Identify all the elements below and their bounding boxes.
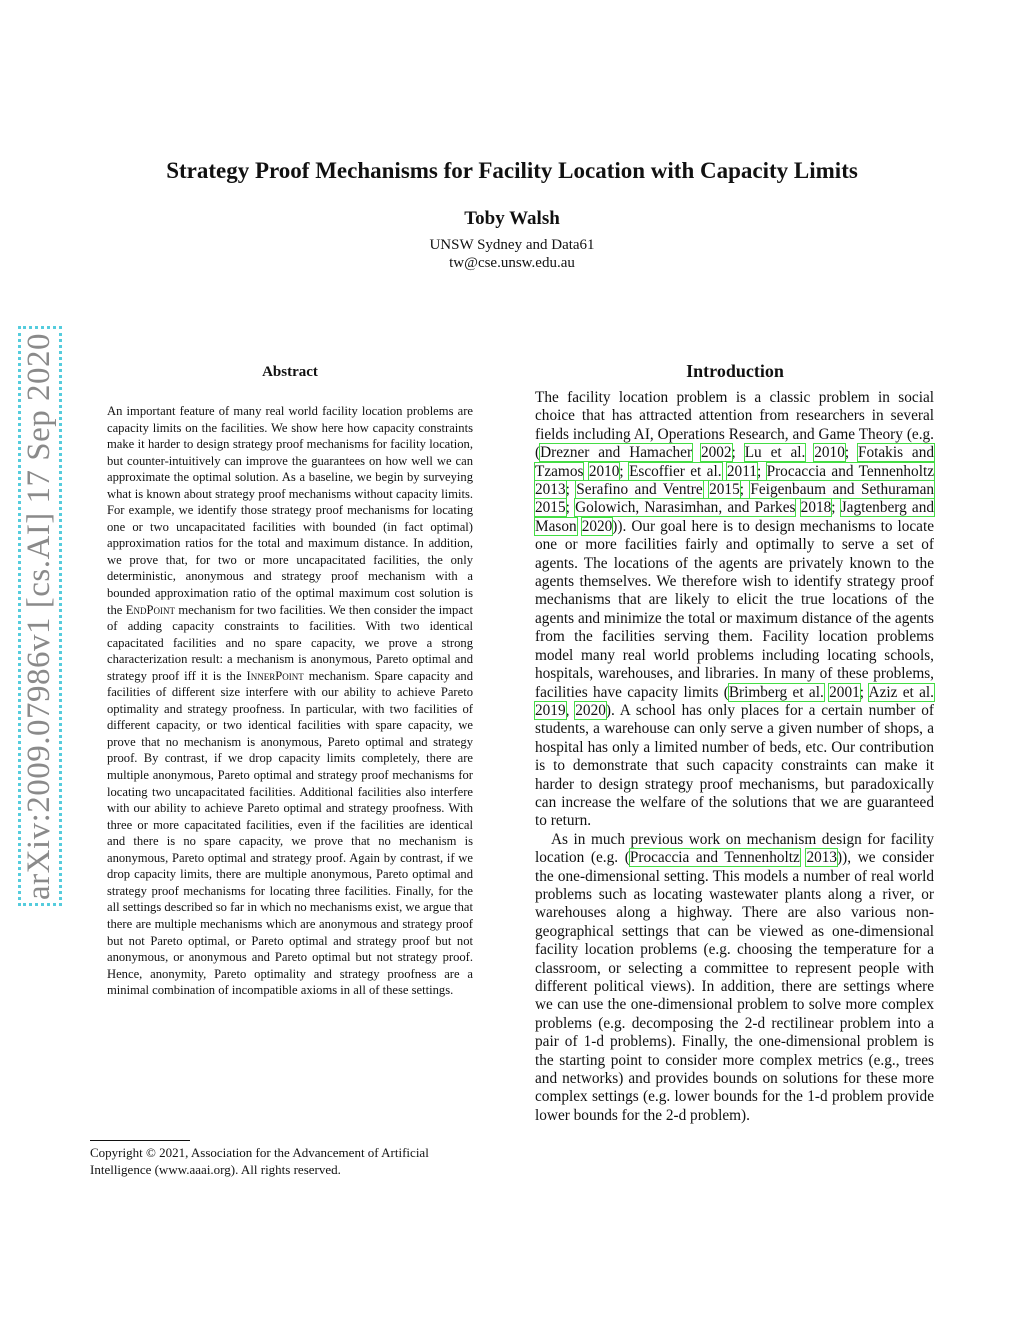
paper-title: Strategy Proof Mechanisms for Facility Location with Capacity Limits — [166, 158, 858, 183]
author-affiliation-block — [0, 236, 1024, 272]
citation-year-link[interactable]: 2013 — [806, 849, 838, 867]
citation-year-link[interactable]: 2020 — [575, 701, 606, 719]
mechanism-name: EndPoint — [125, 602, 175, 617]
citation-year-link[interactable]: 2013 — [535, 481, 566, 499]
citation-year-link[interactable]: 2010 — [814, 444, 845, 462]
citation-link[interactable]: Lu et al. — [744, 444, 806, 462]
citation-link[interactable]: Serafino and Ventre — [576, 481, 703, 499]
abstract-text-part: mechanism. Spare capacity and facilities of different size interfere with our ability to achieve Pareto optimality and strategy proofness. In particular, with two facilities of different capacity, or two identical facilities with spare capacity, we prove that no mechanism is anonymous, Pareto optimal and strategy proof. By contrast, if we drop capacity limits completely, there are multiple anonymous, Pareto optimal and strategy proof mechanisms for locating two uncapacitated facilities. Additional facilities also interfere with our ability to achieve Pareto optimal and strategy proofness. With three or more capacitated facilities, even if the facilities are identical and there is no spare capacity, we prove that no mechanism is anonymous, Pareto optimal and strategy proof. Again by contrast, if we drop capacity limits, there are multiple anonymous, Pareto optimal and strategy proof mechanisms for locating three facilities. Finally, for the all settings described so far in which no mechanisms exist, we argue that there are multiple mechanisms which are anonymous and strategy proof but not Pareto optimal, or Pareto optimal and strategy proof but not anonymous, or anonymous and Pareto optimal but not strategy proof. Hence, anonymity, Pareto optimality and strategy proofness are a minimal combination of incompatible axioms in all of these settings. — [107, 668, 474, 998]
introduction-paragraph: The facility location problem is a classic problem in social choice that has attracted attention from researchers in several fields including AI, Operations Research, and Game Theory (e.g. (Drezner and Hamacher 2002; Lu et al. 2010; Fotakis and Tzamos 2010; Escoffier et al. 2011; Procaccia and Tennenholtz 2013; Serafino and Ventre 2015; Feigenbaum and Sethuraman 2015; Golowich, Narasimhan, and Parkes 2018; Jagtenberg and Mason 2020)). Our goal here is to design mechanisms to locate one or more facilities fairly and optimally to serve a set of agents. The locations of the agents are privately known to the agents themselves. We therefore wish to identify strategy proof mechanisms that are likely to elicit the true locations of the agents and minimize the total or maximum distance of the agents from the facilities serving them. Facility location problems model many real world problems including locating schools, hospitals, warehouses, and libraries. In many of these problems, facilities have capacity limits (Brimberg et al. 2001; Aziz et al. 2019, 2020). A school has only places for a certain number of students, a warehouse can only serve a given number of shops, a hospital has only a limited number of beds, etc. Our contribution is to demonstrate that such capacity constraints can make it harder to design strategy proof mechanisms, but paradoxically can increase the welfare of the solutions that we are guaranteed to return. — [535, 389, 935, 830]
abstract-text-part: An important feature of many real world facility location problems are capacity limits on the facilities. We show here how capacity constraints make it harder to design strategy proof mechanisms for facility location, but counter-intuitively can improve the guarantees on how well we can approximate the optimal solution. As a baseline, we begin by surveying what is known about strategy proof mechanisms without capacity limits. For example, we identify those strategy proof mechanisms for locating one or two uncapacitated facilities with bounded (in fact optimal) approximation ratios for the total and maximum distance. In addition, we prove that, for two or more uncapacitated facilities, the only deterministic, anonymous and strategy proof mechanism with a bounded approximation ratio of the optimal maximum cost solution is the — [107, 404, 473, 617]
arxiv-identifier[interactable]: arXiv:2009.07986v1 [cs.AI] 17 Sep 2020 — [21, 332, 58, 900]
citation-link[interactable]: Procaccia and Tennenholtz — [629, 849, 800, 867]
introduction-heading: Introduction — [686, 361, 784, 381]
citation-year-link[interactable]: 2002 — [700, 444, 732, 462]
citation-link[interactable]: Aziz et al. — [868, 683, 934, 701]
citation-link[interactable]: Brimberg et al. — [728, 683, 824, 701]
citation-year-link[interactable]: 2001 — [829, 683, 860, 701]
citation-link[interactable]: Fotakis and Tzamos — [535, 444, 935, 480]
affiliation: UNSW Sydney and Data61 — [429, 237, 595, 253]
citation-link[interactable]: Escoffier et al. — [629, 462, 722, 480]
abstract-text — [107, 403, 473, 999]
abstract-heading: Abstract — [262, 364, 318, 380]
citation-link[interactable]: Jagtenberg and Mason — [535, 499, 935, 535]
citation-year-link[interactable]: 2011 — [726, 462, 757, 480]
citation-link[interactable]: Golowich, Narasimhan, and Parkes — [575, 499, 796, 517]
citation-year-link[interactable]: 2010 — [588, 462, 620, 480]
citation-year-link[interactable]: 2020 — [581, 517, 613, 535]
mechanism-name: InnerPoint — [246, 668, 304, 683]
citation-year-link[interactable]: 2019 — [535, 701, 566, 719]
footnote-rule — [90, 1140, 190, 1141]
introduction-paragraph: As in much previous work on mechanism design for facility location (e.g. (Procaccia and Tennenholtz 2013)), we consider the one-dimensional setting. This models a number of real world problems such as locating wastewater plants along a river, or warehouses along a highway. There are also various non-geographical settings that can be viewed as one-dimensional facility location problems (e.g. choosing the temperature for a classroom, or selecting a committee to represent people with different political views). In addition, there are settings where we can use the one-dimensional problem to solve more complex problems (e.g. decomposing the 2-d rectilinear problem into a pair of 1-d problems). Finally, the one-dimensional problem is the starting point to consider more complex metrics (e.g., trees and networks) and provides bounds on solutions for these more complex settings (e.g. lower bounds for the 1-d problem provide lower bounds for the 2-d problem). — [535, 830, 934, 1124]
author-name: Toby Walsh — [464, 208, 560, 229]
citation-year-link[interactable]: 2015 — [709, 481, 740, 499]
arxiv-identifier-stamp[interactable] — [18, 326, 62, 906]
copyright-symbol: © — [145, 1145, 156, 1160]
author-email: tw@cse.unsw.edu.au — [449, 255, 575, 271]
citation-year-link[interactable]: 2018 — [800, 499, 832, 517]
abstract-text-part: mechanism for two facilities. We then consider the impact of adding capacity constraints to facilities. With two identical capacitated facilities and no spare capacity, we prove a strong characterization result: a mechanism is anonymous, Pareto optimal and strategy proof iff it is the — [107, 602, 473, 683]
citation-year-link[interactable]: 2015 — [535, 499, 566, 517]
citation-link[interactable]: Drezner and Hamacher — [540, 444, 693, 462]
copyright-notice: Copyright © 2021, Association for the Advancement of Artificial Intelligence (www.aaai.org). All rights reserved. — [90, 1145, 429, 1177]
citation-link[interactable]: Feigenbaum and Sethuraman — [750, 481, 935, 499]
citation-link[interactable]: Procaccia and Tennenholtz — [766, 462, 934, 480]
introduction-text — [535, 389, 934, 1125]
